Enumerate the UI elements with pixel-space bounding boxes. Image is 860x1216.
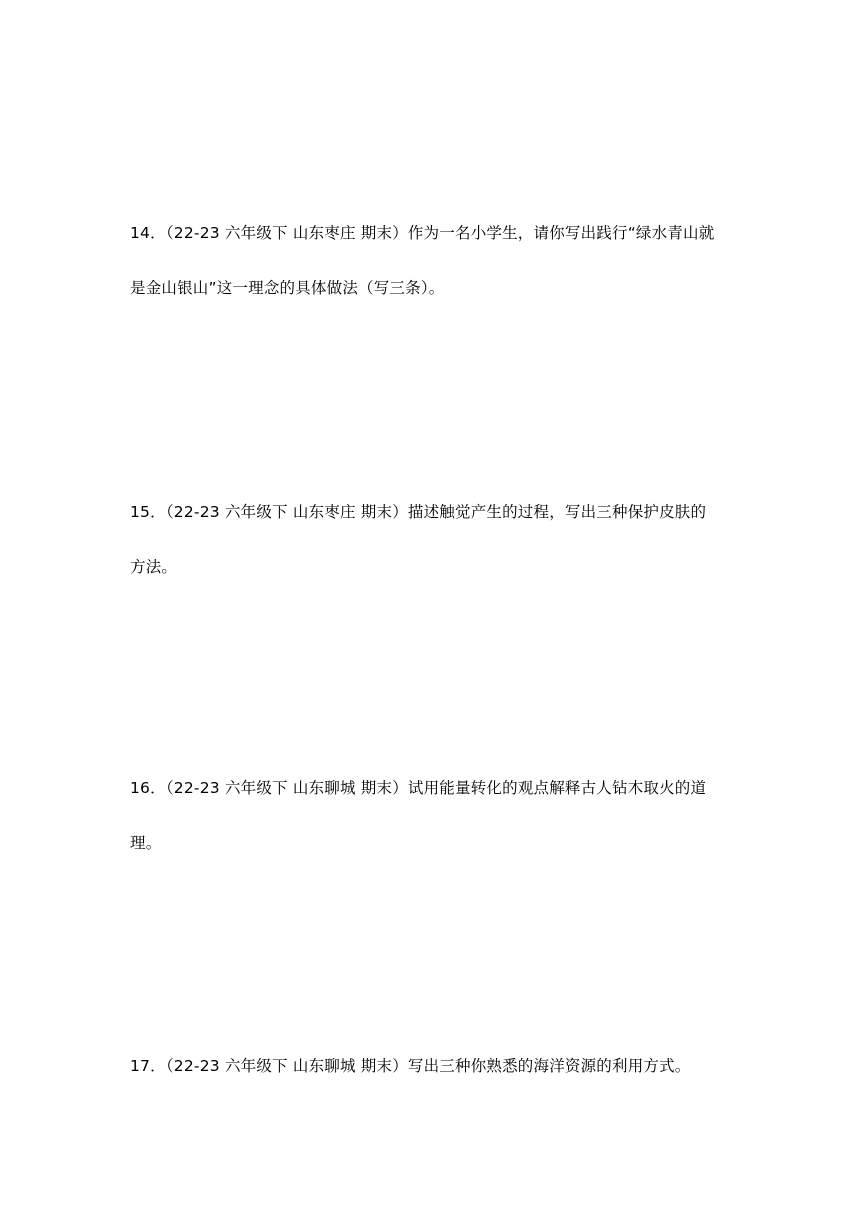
question-15	[130, 485, 740, 595]
question-17-line-1: 17．（22-23 六年级下 山东聊城 期末）写出三种你熟悉的海洋资源的利用方式。	[130, 1057, 691, 1075]
question-16-line-1: 16．（22-23 六年级下 山东聊城 期末）试用能量转化的观点解释古人钻木取火的道	[130, 779, 707, 797]
question-16	[130, 761, 740, 871]
question-15-line-1: 15．（22-23 六年级下 山东枣庄 期末）描述触觉产生的过程，写出三种保护皮肤的	[130, 503, 707, 521]
question-14-line-1: 14．（22-23 六年级下 山东枣庄 期末）作为一名小学生，请你写出践行“绿水青山就	[130, 224, 715, 242]
question-15-line-2: 方法。	[130, 558, 178, 576]
question-14	[130, 206, 740, 316]
question-14-line-2: 是金山银山”这一理念的具体做法（写三条）。	[130, 279, 445, 297]
question-17	[130, 1039, 740, 1094]
question-16-line-2: 理。	[130, 834, 162, 852]
